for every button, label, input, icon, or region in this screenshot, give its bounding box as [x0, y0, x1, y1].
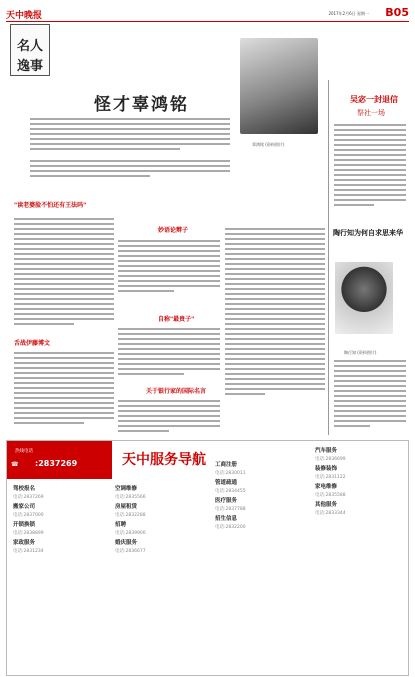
service-col-1	[13, 485, 103, 557]
article-col3	[225, 228, 325, 398]
service-item-title: 工商注册	[215, 462, 238, 468]
service-item-title: 婚庆服务	[115, 540, 138, 546]
column-line2: 逸事	[17, 59, 44, 74]
service-item-line: 电话:2833344	[315, 511, 346, 516]
service-col-4	[315, 447, 405, 519]
service-item-line: 电话:2831234	[13, 549, 44, 554]
service-item-line: 电话:2837788	[215, 507, 246, 512]
service-item-title: 空调维修	[115, 486, 138, 492]
intro-text	[30, 118, 230, 153]
service-item-title: 招生信息	[215, 516, 238, 522]
service-item-title: 房屋租赁	[115, 504, 138, 510]
service-item-line: 电话:2832200	[215, 525, 246, 530]
service-item-line: 电话:2831122	[315, 475, 346, 480]
service-item-line: 电话:2830011	[215, 471, 246, 476]
column-line1: 名人	[17, 39, 44, 54]
service-item-line: 电话:2835566	[115, 495, 146, 500]
hotline-number: :2837269	[35, 459, 78, 468]
subhead-4: 自称"最贵子"	[158, 316, 195, 323]
service-guide	[6, 440, 409, 676]
headline: 怪才辜鸿铭	[94, 95, 189, 115]
article-col2c	[118, 400, 220, 435]
service-item-line: 电话:2832288	[115, 513, 146, 518]
right-subtitle: 祭社一场	[357, 109, 385, 117]
service-item-title: 家电维修	[315, 484, 338, 490]
service-item-line: 电话:2836699	[315, 457, 346, 462]
right-title: 吴宓一封退信	[350, 95, 398, 104]
subhead-2: 舌战伊藤博文	[14, 340, 51, 347]
service-item-title: 搬家公司	[13, 504, 36, 510]
service-item-title: 装修装饰	[315, 466, 338, 472]
page-date: 2017年2月6日 星期一	[328, 11, 369, 16]
right-article	[334, 124, 406, 209]
service-item-title: 医疗服务	[215, 498, 238, 504]
service-item-title: 管道疏通	[215, 480, 238, 486]
page-number: B05	[385, 6, 409, 19]
subhead-5: 关于银行家的国际名言	[146, 388, 207, 395]
article-col1b	[14, 352, 114, 427]
service-item-line: 电话:2834455	[215, 489, 246, 494]
portrait-image	[240, 38, 318, 134]
service-title: 天中服务导航	[122, 452, 206, 468]
photo2-caption: 陶行知 (资料图片)	[344, 350, 377, 355]
service-item-title: 开锁换锁	[13, 522, 36, 528]
service-item-title: 招聘	[115, 522, 127, 528]
article-col1	[14, 218, 114, 328]
page-header	[6, 8, 409, 22]
column-divider	[328, 80, 329, 435]
article-col2	[118, 240, 220, 295]
service-item-title: 家政服务	[13, 540, 36, 546]
subhead-1: "读老婆脸不怕还有王法吗"	[14, 202, 87, 209]
service-header	[7, 441, 112, 479]
service-item-line: 电话:2835588	[315, 493, 346, 498]
service-item-title: 驾校报名	[13, 486, 36, 492]
service-item-line: 电话:2836677	[115, 549, 146, 554]
masthead: 天中晚报	[6, 11, 43, 21]
intro-text-2	[30, 160, 230, 180]
service-item-line: 电话:2839900	[115, 531, 146, 536]
service-item-title: 其他服务	[315, 502, 338, 508]
phone-icon: ☎	[11, 461, 19, 468]
article-col2b	[118, 328, 220, 378]
service-col-2	[115, 485, 205, 557]
photo-caption: 辜鸿铭 (资料图片)	[252, 142, 285, 147]
column-label	[10, 24, 50, 76]
hotline-label: 热线电话	[15, 449, 33, 454]
service-item-line: 电话:2837000	[13, 513, 44, 518]
service-item-line: 电话:2838899	[13, 531, 44, 536]
portrait-image-2	[335, 262, 393, 334]
service-item-title: 汽车服务	[315, 448, 338, 454]
right-title-2: 陶行知为何自求思来华	[333, 229, 403, 237]
right-article-2	[334, 360, 406, 430]
service-col-3	[215, 461, 305, 533]
service-item-line: 电话:2837269	[13, 495, 44, 500]
subhead-3: 妙语论辫子	[158, 227, 189, 234]
